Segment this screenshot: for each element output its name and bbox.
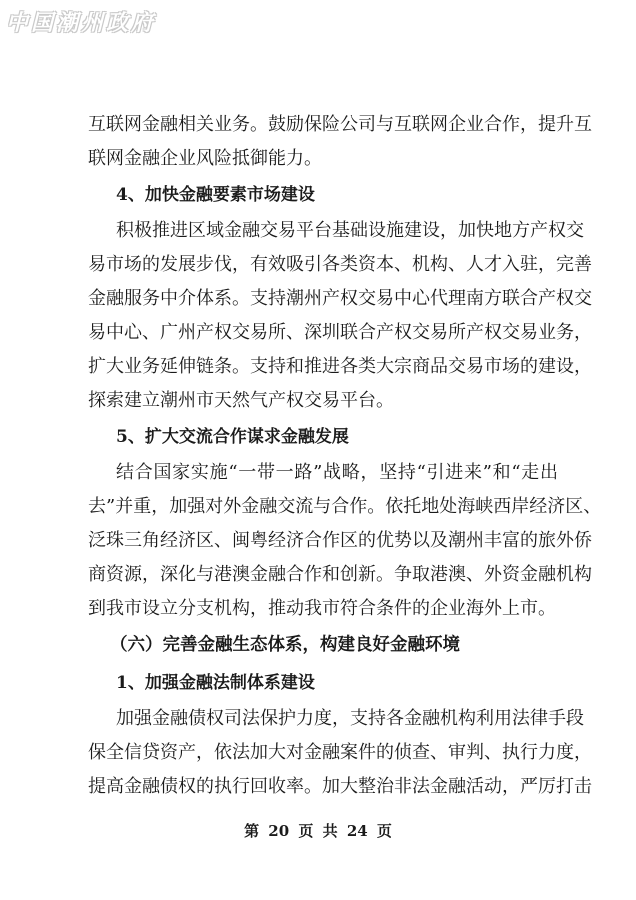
subheading-4: 4、加快金融要素市场建设 [116, 185, 315, 205]
text-line: 去”并重，加强对外金融交流与合作。依托地处海峡西岸经济区、 [88, 496, 602, 517]
text-line: 联网金融企业风险抵御能力。 [88, 148, 322, 169]
text-line: 提高金融债权的执行回收率。加大整治非法金融活动，严厉打击 [88, 776, 592, 797]
text-line: 易市场的发展步伐，有效吸引各类资本、机构、人才入驻，完善 [88, 254, 592, 275]
text-line: 互联网金融相关业务。鼓励保险公司与互联网企业合作，提升互 [88, 114, 592, 135]
text-line: 到我市设立分支机构，推动我市符合条件的企业海外上市。 [88, 598, 556, 619]
text-line: 金融服务中介体系。支持潮州产权交易中心代理南方联合产权交 [88, 288, 592, 309]
text-line: 商资源，深化与港澳金融合作和创新。争取港澳、外资金融机构 [88, 564, 592, 585]
text-line: 保全信贷资产，依法加大对金融案件的侦查、审判、执行力度， [88, 742, 592, 763]
text-line: 积极推进区域金融交易平台基础设施建设，加快地方产权交 [116, 220, 584, 241]
paragraph-exchange-cooperation [88, 456, 602, 626]
subheading-1: 1、加强金融法制体系建设 [116, 673, 315, 693]
text-line: 泛珠三角经济区、闽粤经济合作区的优势以及潮州丰富的旅外侨 [88, 530, 592, 551]
section-heading-6: （六）完善金融生态体系，构建良好金融环境 [110, 635, 460, 655]
paragraph-market-construction [88, 214, 592, 418]
subheading-5: 5、扩大交流合作谋求金融发展 [116, 427, 349, 447]
watermark-logo: 中国潮州政府 [6, 10, 157, 36]
text-line: 结合国家实施“一带一路”战略，坚持“引进来”和“走出 [116, 462, 558, 483]
text-line: 扩大业务延伸链条。支持和推进各类大宗商品交易市场的建设， [88, 356, 592, 377]
paragraph-internet-finance [88, 108, 592, 176]
text-line: 加强金融债权司法保护力度，支持各金融机构利用法律手段 [116, 708, 584, 729]
text-line: 易中心、广州产权交易所、深圳联合产权交易所产权交易业务， [88, 322, 592, 343]
document-body [88, 108, 602, 804]
text-line: 探索建立潮州市天然气产权交易平台。 [88, 390, 394, 411]
paragraph-legal-system [88, 702, 592, 804]
page-number-footer: 第 20 页 共 24 页 [244, 822, 392, 840]
